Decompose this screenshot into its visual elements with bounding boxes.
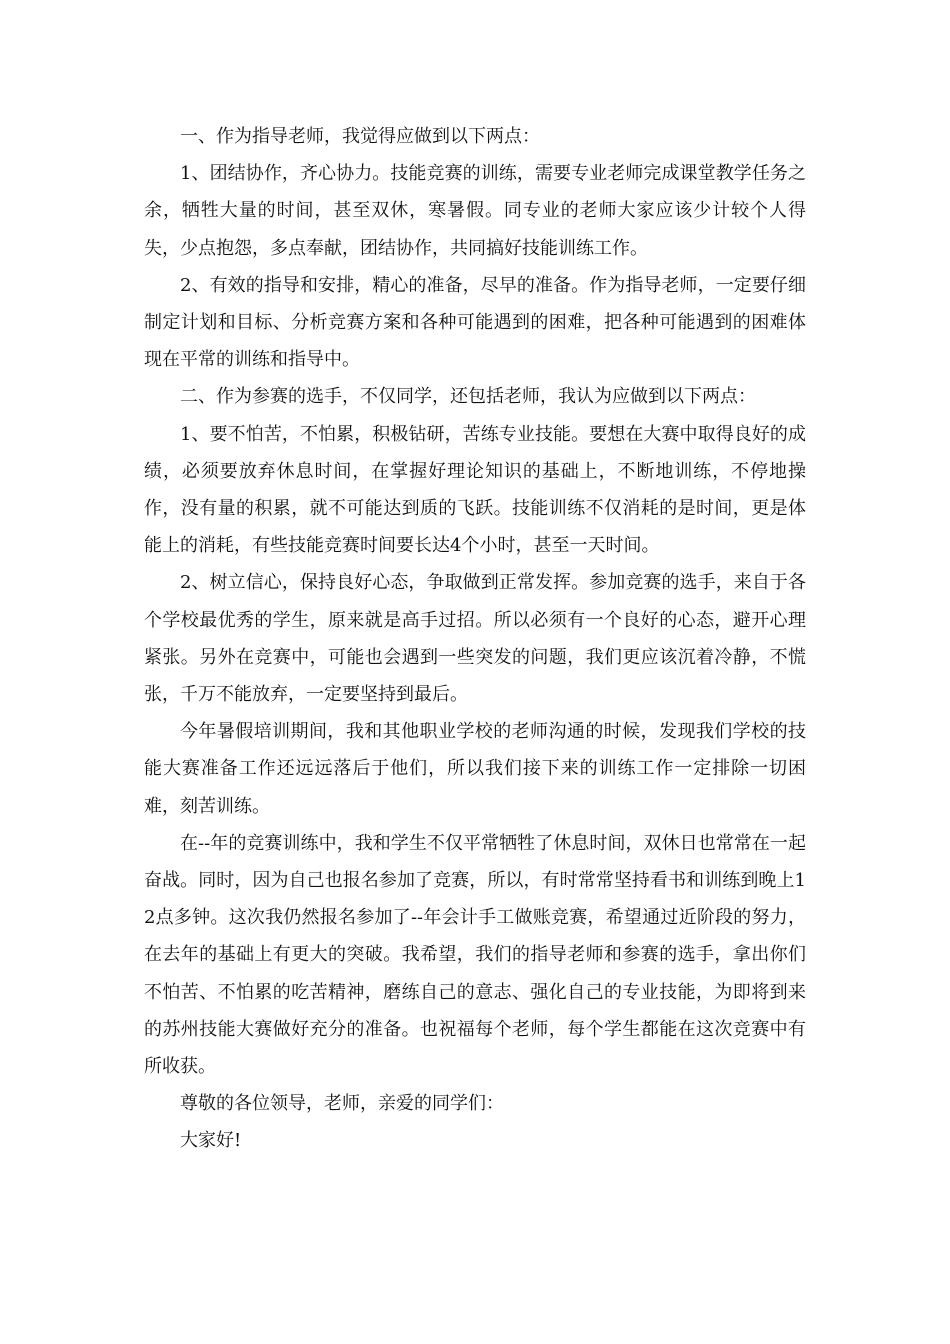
document-body (144, 118, 806, 1160)
paragraph-9: 尊敬的各位领导，老师，亲爱的同学们： (180, 1093, 504, 1115)
paragraph-2: 1、团结协作，齐心协力。技能竞赛的训练，需要专业老师完成课堂教学任务之余，牺牲大量的时间，甚至双休，寒暑假。同专业的老师大家应该少计较个人得失，少点抱怨，多点奉献，团结协作，共同搞好技能训练工作。 (144, 163, 806, 259)
paragraph-3: 2、有效的指导和安排，精心的准备，尽早的准备。作为指导老师，一定要仔细制定计划和目标、分析竞赛方案和各种可能遇到的困难，把各种可能遇到的困难体现在平常的训练和指导中。 (144, 274, 806, 371)
paragraph-8: 在--年的竞赛训练中，我和学生不仅平常牺牲了休息时间，双休日也常常在一起奋战。同时，因为自己也报名参加了竞赛，所以，有时常常坚持看书和训练到晚上12点多钟。这次我仍然报名参加了--年会计手工做账竞赛，希望通过近阶段的努力，在去年的基础上有更大的突破。我希望，我们的指导老师和参赛的选手，拿出你们不怕苦、不怕累的吃苦精神，磨练自己的意志、强化自己的专业技能，为即将到来的苏州技能大赛做好充分的准备。也祝福每个老师，每个学生都能在这次竞赛中有所收获。 (144, 832, 806, 1078)
paragraph-4: 二、作为参赛的选手，不仅同学，还包括老师，我认为应做到以下两点： (180, 386, 756, 408)
paragraph-6: 2、树立信心，保持良好心态，争取做到正常发挥。参加竞赛的选手，来自于各个学校最优秀的学生，原来就是高手过招。所以必须有一个良好的心态，避开心理紧张。另外在竞赛中，可能也会遇到一些突发的问题，我们更应该沉着冷静，不慌张，千万不能放弃，一定要坚持到最后。 (144, 572, 806, 706)
paragraph-7: 今年暑假培训期间，我和其他职业学校的老师沟通的时候，发现我们学校的技能大赛准备工作还远远落后于他们，所以我们接下来的训练工作一定排除一切困难，刻苦训练。 (144, 721, 806, 817)
paragraph-1: 一、作为指导老师，我觉得应做到以下两点： (180, 126, 540, 147)
paragraph-5: 1、要不怕苦，不怕累，积极钻研，苦练专业技能。要想在大赛中取得良好的成绩，必须要放弃休息时间，在掌握好理论知识的基础上，不断地训练，不停地操作，没有量的积累，就不可能达到质的飞跃。技能训练不仅消耗的是时间，更是体能上的消耗，有些技能竞赛时间要长达4个小时，甚至一天时间。 (144, 423, 806, 557)
paragraph-10: 大家好! (180, 1130, 242, 1152)
